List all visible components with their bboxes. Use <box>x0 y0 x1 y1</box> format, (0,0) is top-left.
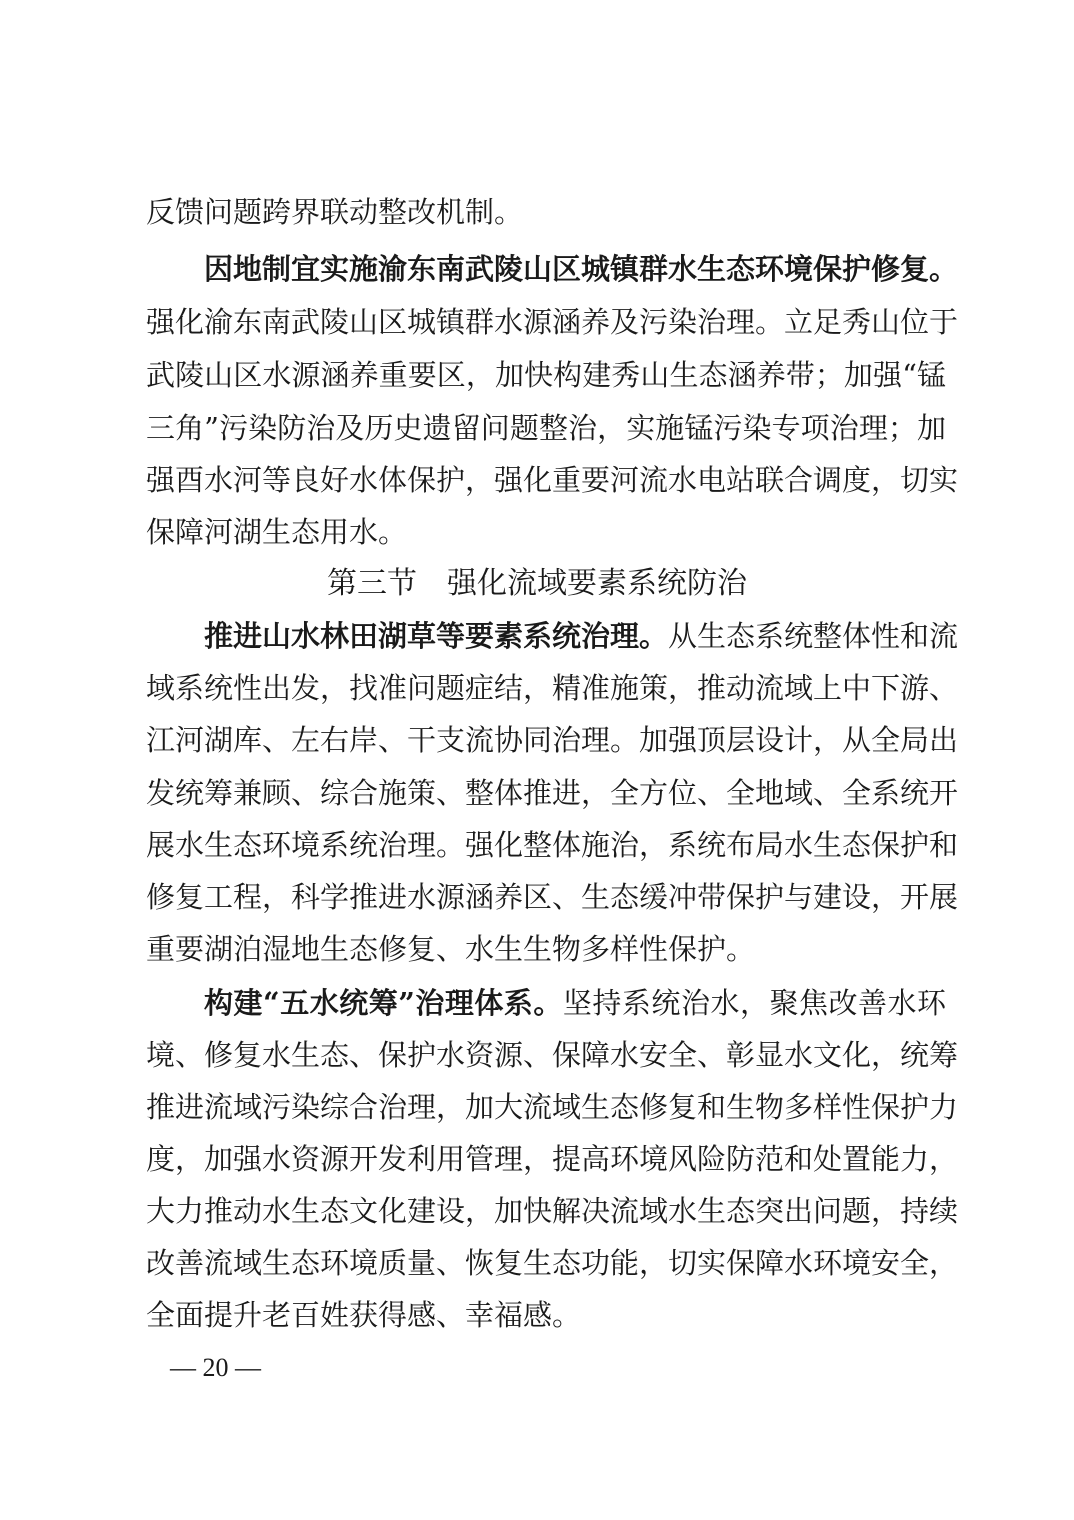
paragraph-4-line-3: 推进流域污染综合治理，加大流域生态修复和生物多样性保护力 <box>146 1090 959 1124</box>
paragraph-3-line-5: 展水生态环境系统治理。强化整体施治，系统布局水生态保护和 <box>146 828 959 862</box>
paragraph-2-line-6: 保障河湖生态用水。 <box>146 515 408 549</box>
paragraph-2-line-3: 武陵山区水源涵养重要区，加快构建秀山生态涵养带；加强“锰 <box>146 358 946 392</box>
page-number: — 20 — <box>170 1353 261 1382</box>
paragraph-4-line-4: 度，加强水资源开发利用管理，提高环境风险防范和处置能力， <box>146 1142 959 1176</box>
paragraph-4-line-5: 大力推动水生态文化建设，加快解决流域水生态突出问题，持续 <box>146 1194 959 1228</box>
section-heading: 第三节 强化流域要素系统防治 <box>327 566 747 601</box>
paragraph-4-line-1 <box>204 983 946 1023</box>
paragraph-3-lead: 推进山水林田湖草等要素系统治理。 <box>204 619 669 653</box>
paragraph-4-lead: 构建“五水统筹”治理体系。 <box>204 986 563 1020</box>
paragraph-2-lead: 因地制宜实施渝东南武陵山区城镇群水生态环境保护修复。 <box>204 252 959 286</box>
paragraph-2-line-5: 强酉水河等良好水体保护，强化重要河流水电站联合调度，切实 <box>146 463 959 497</box>
paragraph-3-line-3: 江河湖库、左右岸、干支流协同治理。加强顶层设计，从全局出 <box>146 723 959 757</box>
paragraph-3-line-1 <box>204 616 959 656</box>
paragraph-3-line-4: 发统筹兼顾、综合施策、整体推进，全方位、全地域、全系统开 <box>146 776 959 810</box>
paragraph-4-line-7: 全面提升老百姓获得感、幸福感。 <box>146 1298 582 1332</box>
paragraph-2-line-4: 三角”污染防治及历史遗留问题整治，实施锰污染专项治理；加 <box>146 411 946 445</box>
paragraph-2-line-2: 强化渝东南武陵山区城镇群水源涵养及污染治理。立足秀山位于 <box>146 305 959 339</box>
paragraph-4-line-2: 境、修复水生态、保护水资源、保障水安全、彰显水文化，统筹 <box>146 1038 959 1072</box>
paragraph-3-line-7: 重要湖泊湿地生态修复、水生生物多样性保护。 <box>146 932 756 966</box>
paragraph-4-line-6: 改善流域生态环境质量、恢复生态功能，切实保障水环境安全， <box>146 1246 959 1280</box>
paragraph-3-line-1-rest: 从生态系统整体性和流 <box>668 619 959 653</box>
paragraph-4-line-1-rest: 坚持系统治水，聚焦改善水环 <box>562 986 946 1020</box>
paragraph-3-line-2: 域系统性出发，找准问题症结，精准施策，推动流域上中下游、 <box>146 671 959 705</box>
paragraph-1-line-1: 反馈问题跨界联动整改机制。 <box>146 195 524 229</box>
paragraph-3-line-6: 修复工程，科学推进水源涵养区、生态缓冲带保护与建设，开展 <box>146 880 959 914</box>
